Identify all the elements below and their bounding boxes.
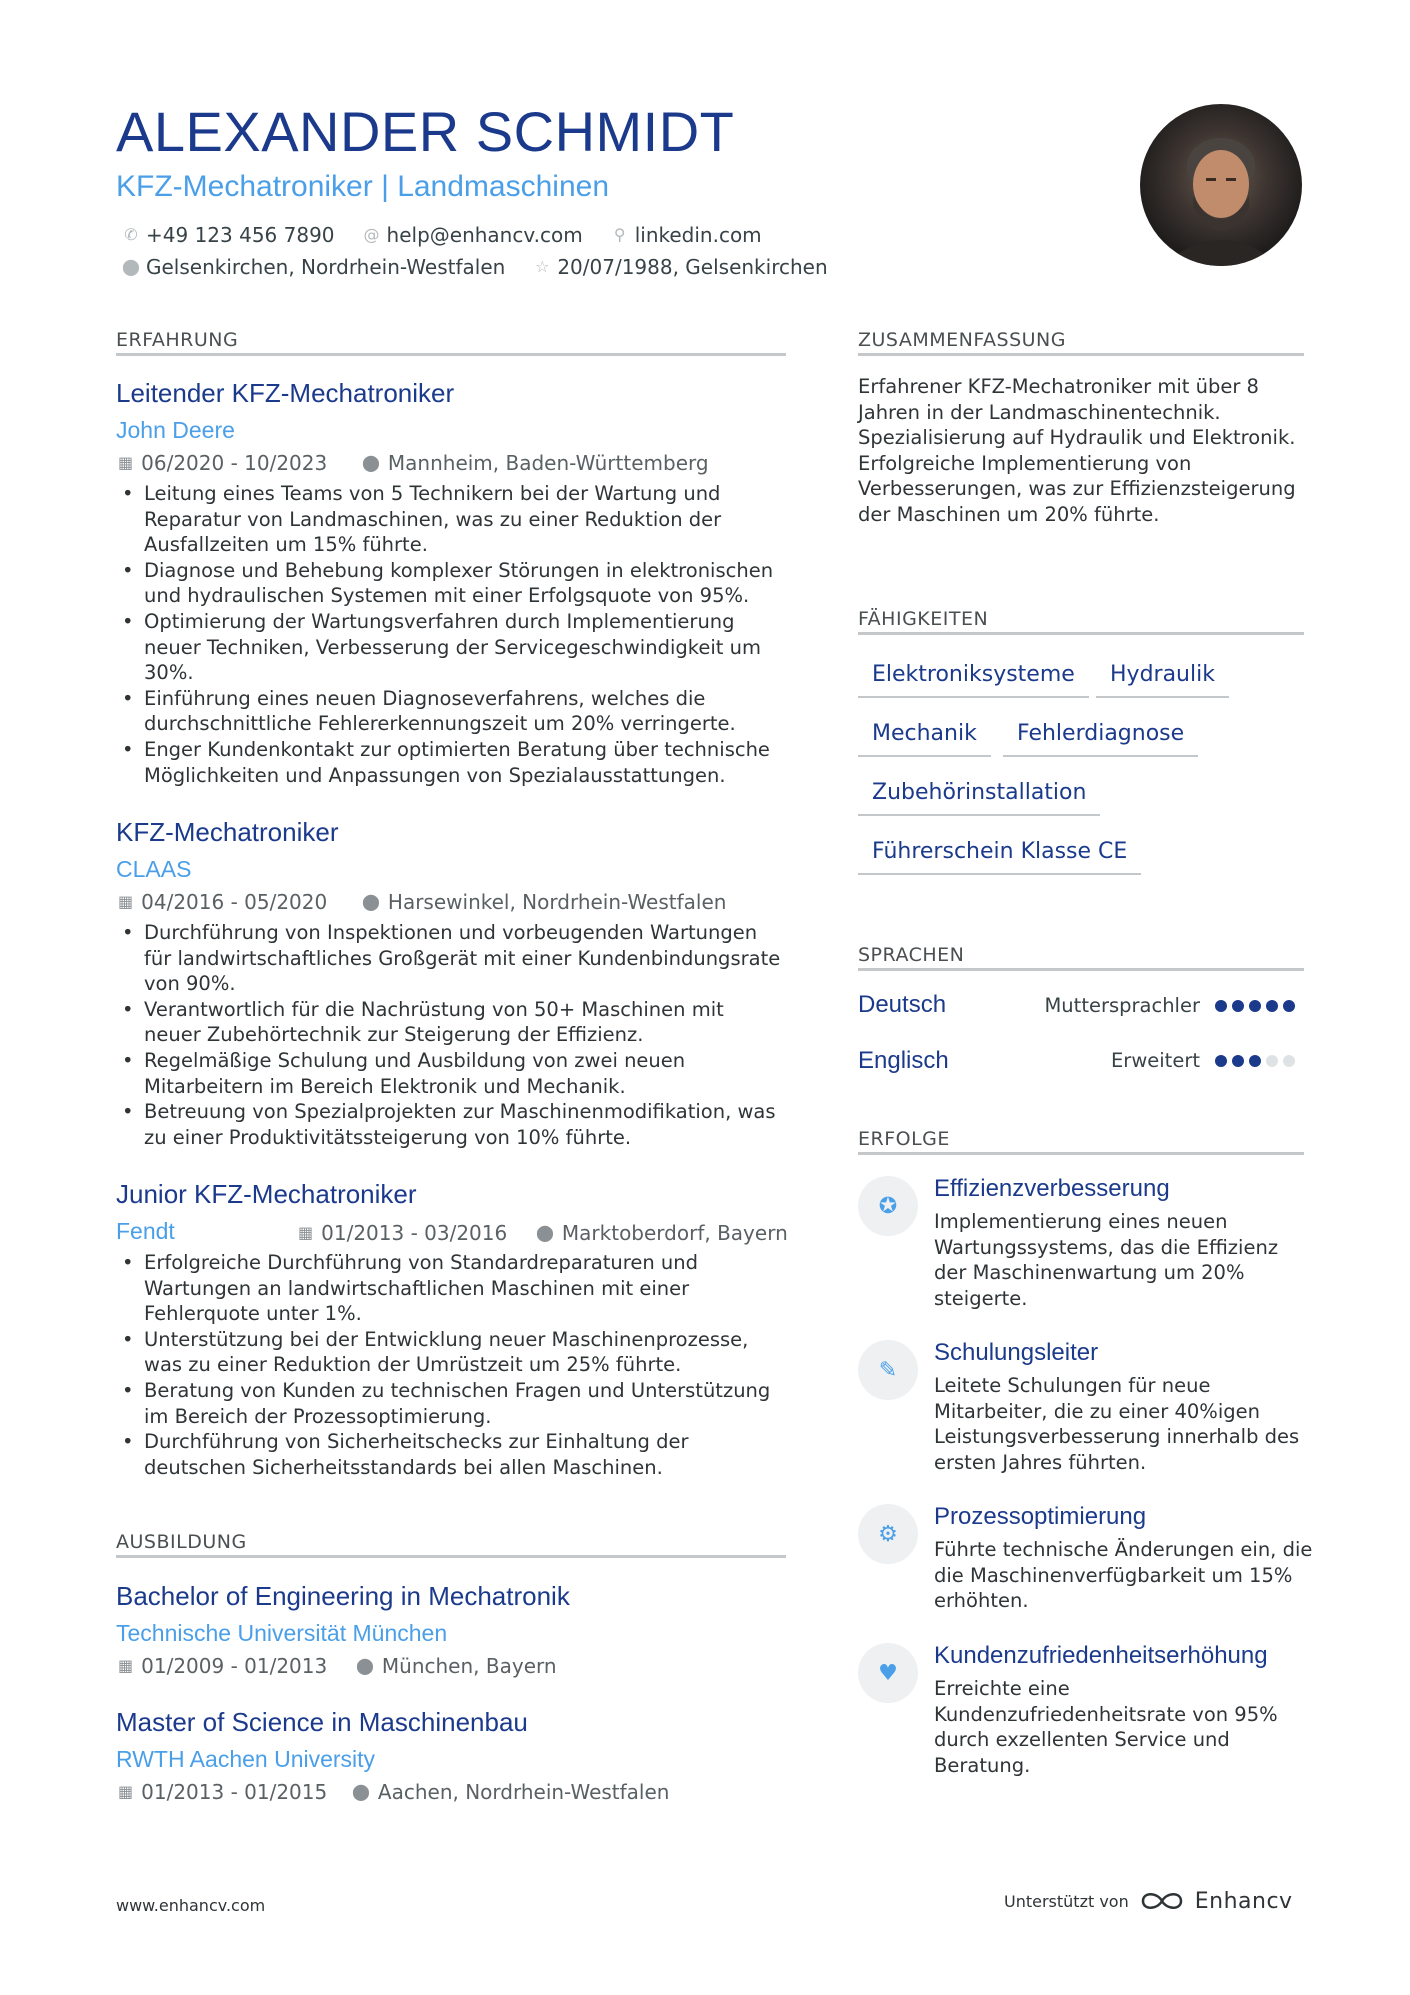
- rating-dot: [1266, 1000, 1278, 1012]
- rating-dot: [1266, 1055, 1278, 1067]
- bullet-item: • Einführung eines neuen Diagnoseverfahrens, welches die durchschnittliche Fehlererkennungszeit um 20% verringerte.: [116, 686, 786, 737]
- calendar-icon: ▦: [118, 892, 134, 911]
- edu-dates: [118, 1779, 327, 1805]
- language-rating: [1215, 1055, 1295, 1067]
- achievement-title: Prozessoptimierung: [934, 1503, 1147, 1530]
- job-dates: [118, 889, 327, 915]
- achievement-title: Schulungsleiter: [934, 1339, 1099, 1366]
- bullet-item: • Durchführung von Sicherheitschecks zur Einhaltung der deutschen Sicherheitsstandards bei allen Maschinen.: [116, 1429, 786, 1480]
- language-name: Deutsch: [858, 991, 947, 1018]
- location-pin-icon: ⬤: [362, 453, 380, 472]
- school-name: Technische Universität München: [116, 1620, 448, 1646]
- section-rule: [858, 1152, 1304, 1155]
- phone-item: [122, 221, 335, 249]
- job-dates: [298, 1220, 507, 1246]
- section-title-summary: ZUSAMMENFASSUNG: [858, 329, 1066, 351]
- bullet-item: • Erfolgreiche Durchführung von Standardreparaturen und Wartungen an landwirtschaftlichen Maschinen mit einer Fehlerquote unter 1%.: [116, 1250, 786, 1327]
- rating-dot: [1215, 1000, 1227, 1012]
- achievement-desc: Erreichte eine Kundenzufriedenheitsrate von 95% durch exzellenten Service und Beratung.: [934, 1677, 1278, 1777]
- heart-icon: ♥: [858, 1643, 918, 1703]
- rating-dot: [1283, 1055, 1295, 1067]
- profile-photo: [1140, 104, 1302, 266]
- rating-dot: [1215, 1055, 1227, 1067]
- head-gear-icon: ⚙: [858, 1504, 918, 1564]
- location-text: Marktoberdorf, Bayern: [561, 1221, 788, 1245]
- job-title: KFZ-Mechatroniker: [116, 817, 339, 847]
- calendar-icon: ▦: [298, 1223, 314, 1242]
- bullet-item: • Enger Kundenkontakt zur optimierten Beratung über technische Möglichkeiten und Anpassungen von Spezialausstattungen.: [116, 737, 786, 788]
- edu-dates: [118, 1653, 327, 1679]
- skill-tag: Hydraulik: [1096, 660, 1229, 698]
- degree-title: Bachelor of Engineering in Mechatronik: [116, 1581, 570, 1611]
- summary-text: Erfahrener KFZ-Mechatroniker mit über 8 Jahren in der Landmaschinentechnik. Spezialisierung auf Hydraulik und Elektronik. Erfolgreiche Implementierung von Verbesserungen, was zur Effizienzsteigerung der Maschinen um 20% führte.: [858, 375, 1296, 526]
- degree-title: Master of Science in Maschinenbau: [116, 1707, 528, 1737]
- linkedin-item[interactable]: [611, 221, 762, 249]
- phone-text: +49 123 456 7890: [146, 223, 335, 247]
- section-rule: [116, 353, 786, 356]
- birth-text: 20/07/1988, Gelsenkirchen: [557, 255, 828, 279]
- job-title: Junior KFZ-Mechatroniker: [116, 1179, 417, 1209]
- job-title: Leitender KFZ-Mechatroniker: [116, 378, 455, 408]
- location-pin-icon: ⬤: [356, 1656, 374, 1675]
- at-icon: @: [363, 225, 380, 244]
- phone-icon: ✆: [124, 225, 138, 244]
- bullet-item: • Verantwortlich für die Nachrüstung von 50+ Maschinen mit neuer Zubehörtechnik zur Steigerung der Effizienz.: [116, 997, 786, 1048]
- powered-by-text: Unterstützt von: [1004, 1891, 1129, 1911]
- rating-dot: [1249, 1055, 1261, 1067]
- achievement-desc: Implementierung eines neuen Wartungssystems, das die Effizienz der Maschinenwartung um 20% steigerte.: [934, 1210, 1279, 1310]
- company-name: John Deere: [116, 417, 235, 443]
- dates-text: 01/2009 - 01/2013: [141, 1654, 328, 1678]
- job-bullets: [116, 920, 786, 1150]
- skill-tag: Zubehörinstallation: [858, 778, 1100, 816]
- bullet-item: • Leitung eines Teams von 5 Technikern bei der Wartung und Reparatur von Landmaschinen, was zu einer Reduktion der Ausfallzeiten um 15% führte.: [116, 481, 786, 558]
- rating-dot: [1232, 1055, 1244, 1067]
- dates-text: 04/2016 - 05/2020: [141, 890, 328, 914]
- location-text: Mannheim, Baden-Württemberg: [387, 451, 709, 475]
- language-level: Muttersprachler: [1044, 994, 1200, 1017]
- location-text: Harsewinkel, Nordrhein-Westfalen: [387, 890, 727, 914]
- job-location: [536, 1220, 788, 1246]
- school-name: RWTH Aachen University: [116, 1746, 376, 1772]
- language-name: Englisch: [858, 1047, 949, 1074]
- candidate-name: ALEXANDER SCHMIDT: [116, 100, 735, 163]
- skill-tag: Fehlerdiagnose: [1003, 719, 1198, 757]
- achievement-desc: Leitete Schulungen für neue Mitarbeiter, die zu einer 40%igen Leistungsverbesserung innerhalb des ersten Jahres führten.: [934, 1374, 1300, 1474]
- section-title-achievements: ERFOLGE: [858, 1128, 950, 1150]
- skill-tag: Führerschein Klasse CE: [858, 837, 1141, 875]
- bullet-item: • Optimierung der Wartungsverfahren durch Implementierung neuer Techniken, Verbesserung der Servicegeschwindigkeit um 30%.: [116, 609, 786, 686]
- contact-row-2: [122, 253, 828, 281]
- footer-powered: [1004, 1888, 1293, 1914]
- bullet-item: • Unterstützung bei der Entwicklung neuer Maschinenprozesse, was zu einer Reduktion der Umrüstzeit um 25% führte.: [116, 1327, 786, 1378]
- location-pin-icon: ⬤: [122, 257, 140, 276]
- bullet-item: • Beratung von Kunden zu technischen Fragen und Unterstützung im Bereich der Prozessoptimierung.: [116, 1378, 786, 1429]
- job-bullets: [116, 481, 786, 788]
- section-rule: [858, 968, 1304, 971]
- location-item: [122, 253, 505, 281]
- achievement-desc: Führte technische Änderungen ein, die die Maschinenverfügbarkeit um 15% erhöhten.: [934, 1538, 1313, 1613]
- link-icon: ⚲: [613, 225, 626, 244]
- job-location: [362, 450, 709, 476]
- candidate-title: KFZ-Mechatroniker | Landmaschinen: [116, 170, 610, 203]
- company-name: CLAAS: [116, 856, 192, 882]
- skill-tag: Mechanik: [858, 719, 991, 757]
- calendar-icon: ▦: [118, 453, 134, 472]
- contact-row-1: [122, 221, 762, 249]
- dates-text: 06/2020 - 10/2023: [141, 451, 328, 475]
- award-icon: ✪: [858, 1176, 918, 1236]
- job-bullets: [116, 1250, 786, 1480]
- section-title-education: AUSBILDUNG: [116, 1531, 247, 1553]
- bullet-item: • Regelmäßige Schulung und Ausbildung von zwei neuen Mitarbeitern im Bereich Elektronik und Mechanik.: [116, 1048, 786, 1099]
- email-text[interactable]: help@enhancv.com: [386, 223, 583, 247]
- section-rule: [858, 353, 1304, 356]
- enhancv-logo-icon: [1139, 1888, 1185, 1914]
- company-name: Fendt: [116, 1218, 175, 1244]
- section-title-skills: FÄHIGKEITEN: [858, 608, 989, 630]
- location-pin-icon: ⬤: [352, 1782, 370, 1801]
- dates-text: 01/2013 - 03/2016: [321, 1221, 508, 1245]
- skill-tag: Elektroniksysteme: [858, 660, 1089, 698]
- bullet-item: • Durchführung von Inspektionen und vorbeugenden Wartungen für landwirtschaftliches Großgerät mit einer Kundenbindungsrate von 90%.: [116, 920, 786, 997]
- calendar-icon: ▦: [118, 1656, 134, 1675]
- rating-dot: [1283, 1000, 1295, 1012]
- rating-dot: [1232, 1000, 1244, 1012]
- brand-name: Enhancv: [1194, 1888, 1293, 1914]
- dates-text: 01/2013 - 01/2015: [141, 1780, 328, 1804]
- job-location: [362, 889, 726, 915]
- email-item[interactable]: [363, 221, 583, 249]
- section-rule: [116, 1555, 786, 1558]
- footer-website[interactable]: www.enhancv.com: [116, 1896, 266, 1915]
- location-text: Gelsenkirchen, Nordrhein-Westfalen: [146, 255, 506, 279]
- section-rule: [858, 632, 1304, 635]
- birth-item: [533, 253, 827, 281]
- magic-wand-icon: ✎: [858, 1340, 918, 1400]
- star-icon: ☆: [535, 257, 550, 276]
- section-title-experience: ERFAHRUNG: [116, 329, 239, 351]
- location-pin-icon: ⬤: [362, 892, 380, 911]
- language-level: Erweitert: [1110, 1049, 1200, 1072]
- location-text: München, Bayern: [381, 1654, 557, 1678]
- edu-location: [352, 1779, 669, 1805]
- bullet-item: • Betreuung von Spezialprojekten zur Maschinenmodifikation, was zu einer Produktivitätssteigerung von 10% führte.: [116, 1099, 786, 1150]
- achievement-title: Kundenzufriedenheitserhöhung: [934, 1642, 1268, 1669]
- calendar-icon: ▦: [118, 1782, 134, 1801]
- rating-dot: [1249, 1000, 1261, 1012]
- linkedin-text[interactable]: linkedin.com: [634, 223, 762, 247]
- language-rating: [1215, 1000, 1295, 1012]
- bullet-item: • Diagnose und Behebung komplexer Störungen in elektronischen und hydraulischen Systemen mit einer Erfolgsquote von 95%.: [116, 558, 786, 609]
- achievement-title: Effizienzverbesserung: [934, 1175, 1170, 1202]
- edu-location: [356, 1653, 557, 1679]
- section-title-languages: SPRACHEN: [858, 944, 965, 966]
- location-pin-icon: ⬤: [536, 1223, 554, 1242]
- location-text: Aachen, Nordrhein-Westfalen: [377, 1780, 670, 1804]
- job-dates: [118, 450, 327, 476]
